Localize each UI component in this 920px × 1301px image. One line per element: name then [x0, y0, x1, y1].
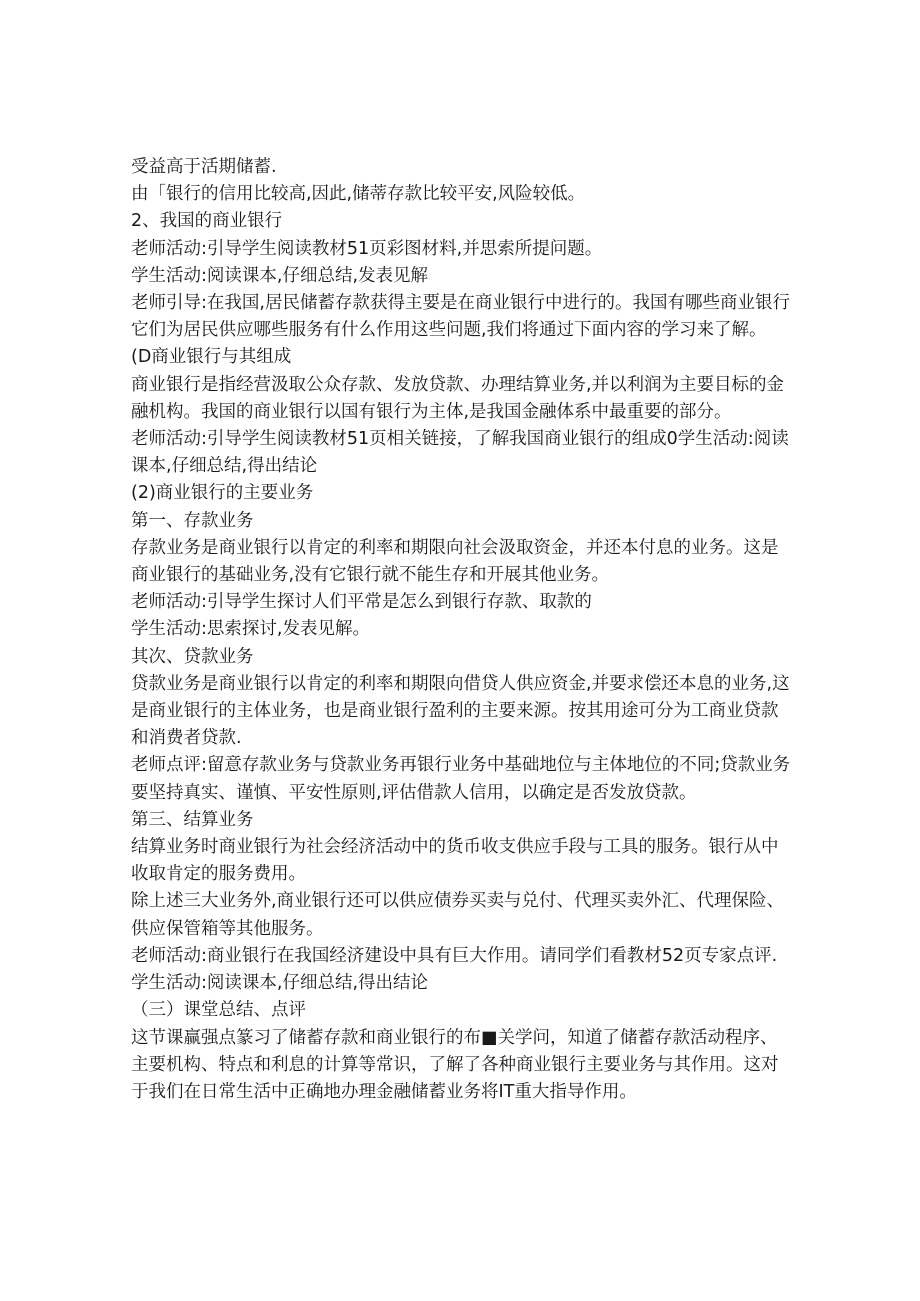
- paragraph: 商业银行是指经营汲取公众存款、发放贷款、办理结算业务,并以利润为主要目标的金融机构。我国的商业银行以国有银行为主体,是我国金融体系中最重要的部分。: [131, 374, 785, 422]
- subsection-heading: (D商业银行与其组成: [131, 347, 292, 368]
- paragraph: 学生活动:思索探讨,发表见解。: [131, 619, 370, 640]
- document-body: [131, 154, 791, 1106]
- paragraph: 老师活动:引导学生阅读教材51页彩图材料,并思索所提问题。: [131, 238, 603, 259]
- paragraph: 老师点评:留意存款业务与贷款业务再银行业务中基础地位与主体地位的不同;贷款业务要坚持真实、谨慎、平安性原则,评估借款人信用，以确定是否发放贷款。: [131, 755, 791, 803]
- paragraph: 由「银行的信用比较高,因此,储蒂存款比较平安,风险较低。: [131, 184, 586, 205]
- paragraph: 老师活动:引导学生阅读教材51页相关链接，了解我国商业银行的组成0学生活动:阅读课本,仔细总结,得出结论: [131, 429, 789, 477]
- section-heading: （三）课堂总结、点评: [131, 1000, 306, 1021]
- subsection-heading: (2)商业银行的主要业务: [131, 483, 314, 504]
- paragraph: 贷款业务是商业银行以肯定的利率和期限向借贷人供应资金,并要求偿还本息的业务,这是商业银行的主体业务，也是商业银行盈利的主要来源。按其用途可分为工商业贷款和消费者贷款.: [131, 673, 790, 749]
- paragraph: 老师活动:商业银行在我国经济建设中具有巨大作用。请同学们看教材52页专家点评.: [131, 945, 778, 966]
- paragraph: 结算业务时商业银行为社会经济活动中的货币收支供应手段与工具的服务。银行从中收取肯定的服务费用。: [131, 837, 779, 885]
- paragraph: 这节课赢强点篆习了储蓄存款和商业银行的布■关学问，知道了储蓄存款活动程序、主要机构、特点和利息的计算等常识，了解了各种商业银行主要业务与其作用。这对于我们在日常生活中正确地办理金融储蓄业务将IT重大指导作用。: [131, 1027, 779, 1102]
- paragraph: 受益高于活期储蓄.: [131, 157, 277, 177]
- item-heading: 其次、贷款业务: [131, 646, 254, 667]
- item-heading: 第三、结算业务: [131, 809, 254, 830]
- paragraph: 存款业务是商业银行以肯定的利率和期限向社会汲取资金，并还本付息的业务。这是商业银行的基础业务,没有它银行就不能生存和开展其他业务。: [131, 537, 779, 586]
- section-heading: 2、我国的商业银行: [131, 211, 283, 232]
- paragraph: 学生活动:阅读课本,仔细总结,得出结论: [131, 973, 429, 994]
- paragraph: 老师活动:引导学生探讨人们平常是怎么到银行存款、取款的: [131, 592, 592, 613]
- item-heading: 第一、存款业务: [131, 510, 254, 531]
- paragraph: 老师引导:在我国,居民储蓄存款获得主要是在商业银行中进行的。我国有哪些商业银行它们为居民供应哪些服务有什么作用这些问题,我们将通过下面内容的学习来了解。: [131, 293, 790, 341]
- paragraph: 除上述三大业务外,商业银行还可以供应债券买卖与兑付、代理买卖外汇、代理保险、供应保管箱等其他服务。: [131, 891, 785, 939]
- paragraph: 学生活动:阅读课本,仔细总结,发表见解: [131, 265, 429, 286]
